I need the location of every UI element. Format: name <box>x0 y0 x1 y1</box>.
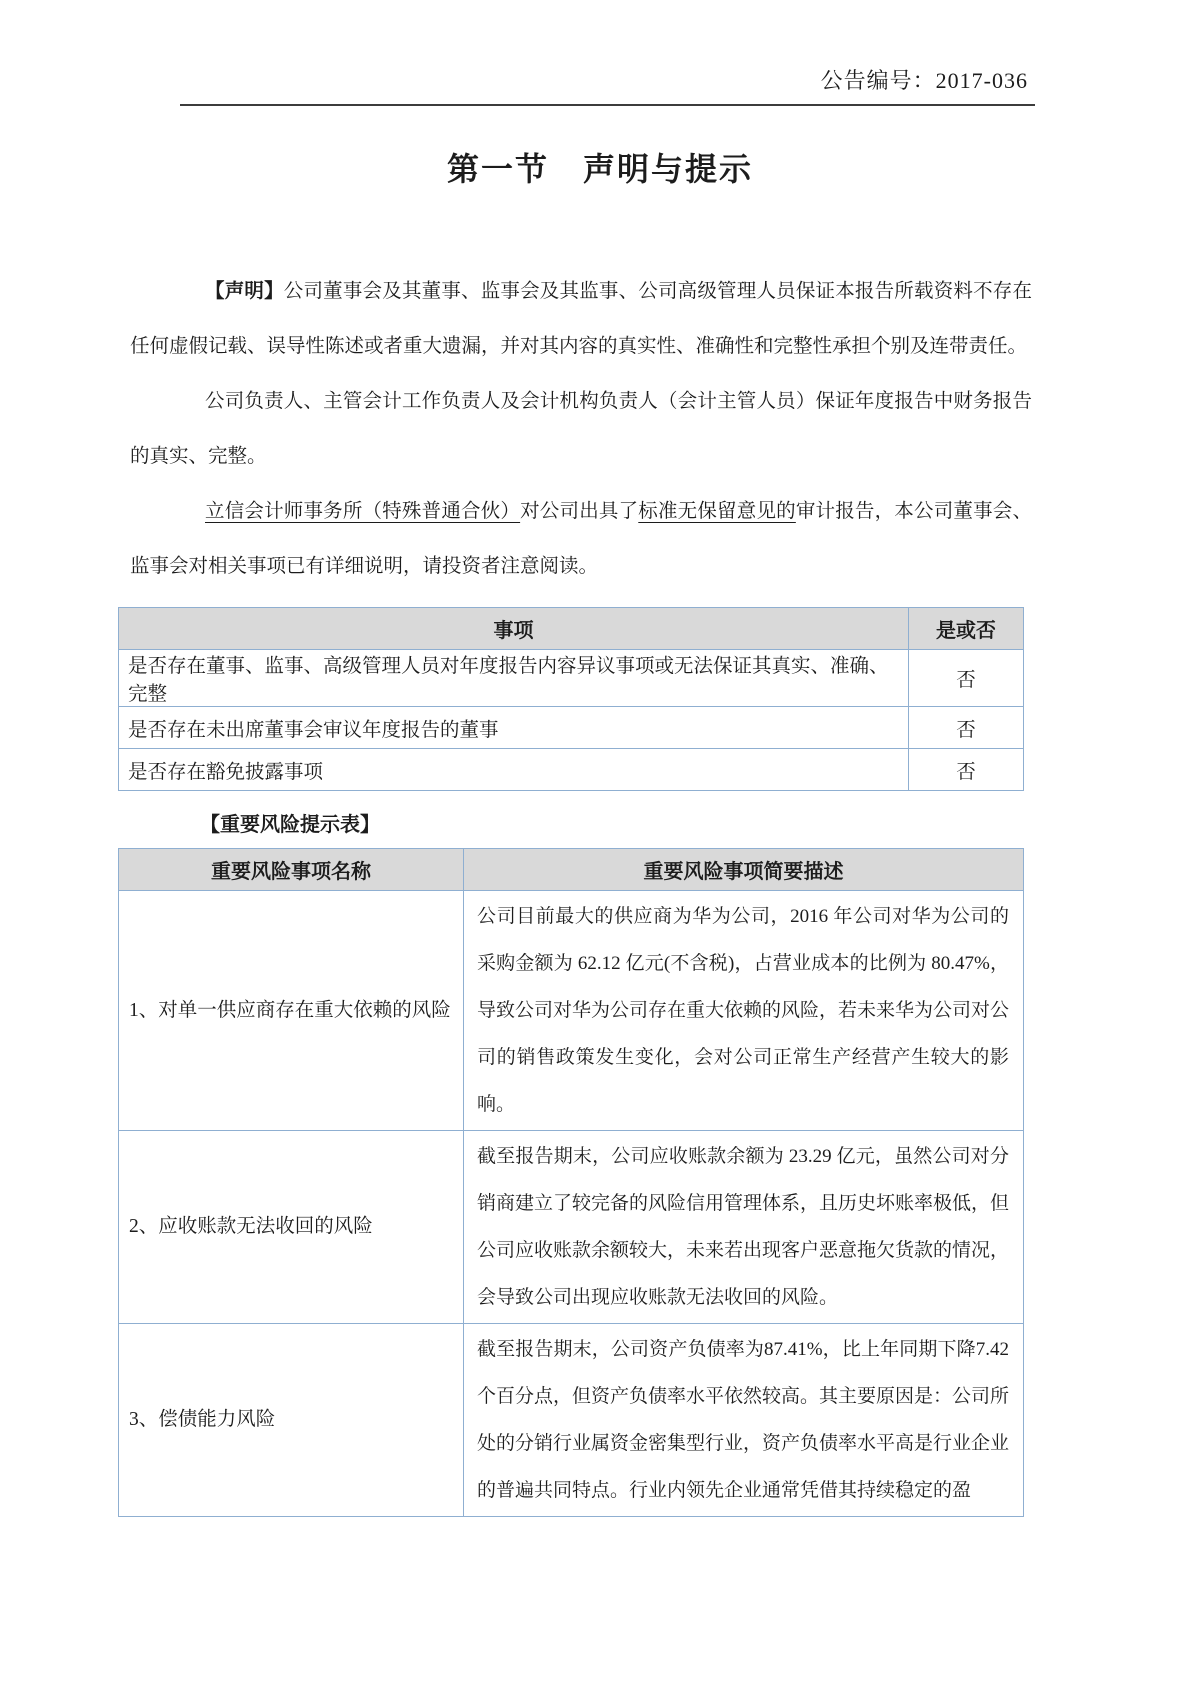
risk-name-header: 重要风险事项名称 <box>119 849 464 891</box>
audit-paragraph <box>130 484 1032 594</box>
risk-name-cell: 2、应收账款无法收回的风险 <box>119 1131 464 1324</box>
risk-table-header-row <box>119 849 1024 891</box>
risk-desc-cell: 截至报告期末，公司应收账款余额为 23.29 亿元，虽然公司对分销商建立了较完备的风险信用管理体系，且历史坏账率极低，但公司应收账款余额较大，未来若出现客户恶意拖欠货款的情况，会导致公司出现应收账款无法收回的风险。 <box>464 1131 1024 1324</box>
risk-desc-header: 重要风险事项简要描述 <box>464 849 1024 891</box>
risk-name-cell: 3、偿债能力风险 <box>119 1324 464 1517</box>
table-row <box>119 650 1024 707</box>
answer-cell: 否 <box>909 650 1024 707</box>
table-row <box>119 749 1024 791</box>
item-cell: 是否存在未出席董事会审议年度报告的董事 <box>119 707 909 749</box>
responsibility-paragraph: 公司负责人、主管会计工作负责人及会计机构负责人（会计主管人员）保证年度报告中财务报告的真实、完整。 <box>130 391 1032 467</box>
declaration-paragraph <box>130 264 1032 374</box>
declaration-label: 【声明】 <box>205 281 284 302</box>
risk-table <box>118 848 1024 1517</box>
risk-table-title: 【重要风险提示表】 <box>200 814 380 836</box>
risk-desc-cell: 公司目前最大的供应商为华为公司，2016 年公司对华为公司的采购金额为 62.12 亿元(不含税)，占营业成本的比例为 80.47%，导致公司对华为公司存在重大依赖的风险，若未来华为公司对公司的销售政策发生变化，会对公司正常生产经营产生较大的影响。 <box>464 891 1024 1131</box>
header-divider <box>180 104 1035 106</box>
items-table-header-item: 事项 <box>119 608 909 650</box>
risk-name-cell: 1、对单一供应商存在重大依赖的风险 <box>119 891 464 1131</box>
items-table <box>118 607 1024 791</box>
items-table-header-answer: 是或否 <box>909 608 1024 650</box>
item-cell: 是否存在豁免披露事项 <box>119 749 909 791</box>
notice-number: 公告编号：2017-036 <box>820 68 1028 93</box>
risk-row <box>119 1131 1024 1324</box>
item-cell: 是否存在董事、监事、高级管理人员对年度报告内容异议事项或无法保证其真实、准确、完整 <box>119 650 909 707</box>
audit-text-1: 对公司出具了 <box>520 501 639 522</box>
audit-firm-underlined: 立信会计师事务所（特殊普通合伙） <box>205 501 521 522</box>
page-title: 第一节 声明与提示 <box>446 151 753 187</box>
items-table-header-row <box>119 608 1024 650</box>
audit-text-2: 审计报告，本公司董事会、监事会对相关事项已有详细说明，请投资者注意阅读。 <box>130 501 1032 577</box>
answer-cell: 否 <box>909 749 1024 791</box>
table-row <box>119 707 1024 749</box>
declaration-text: 公司董事会及其董事、监事会及其监事、公司高级管理人员保证本报告所载资料不存在任何虚假记载、误导性陈述或者重大遗漏，并对其内容的真实性、准确性和完整性承担个别及连带责任。 <box>130 281 1032 357</box>
risk-desc-cell: 截至报告期末，公司资产负债率为87.41%，比上年同期下降7.42个百分点，但资产负债率水平依然较高。其主要原因是：公司所处的分销行业属资金密集型行业，资产负债率水平高是行业企业的普遍共同特点。行业内领先企业通常凭借其持续稳定的盈 <box>464 1324 1024 1517</box>
audit-opinion-underlined: 标准无保留意见的 <box>638 501 796 522</box>
answer-cell: 否 <box>909 707 1024 749</box>
declaration-section <box>130 264 1032 594</box>
risk-row <box>119 1324 1024 1517</box>
risk-row <box>119 891 1024 1131</box>
